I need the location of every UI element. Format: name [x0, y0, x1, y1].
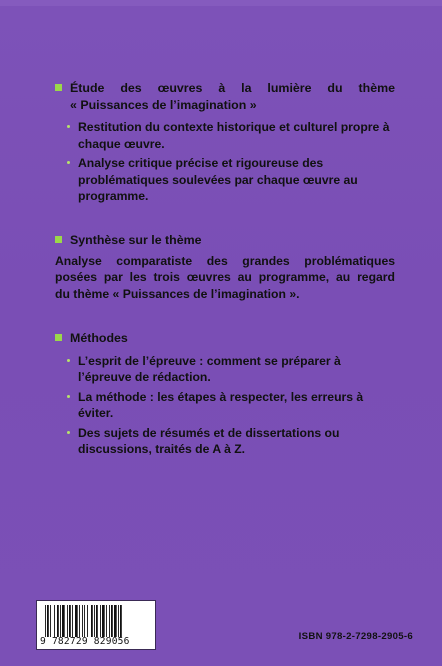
- barcode-bar: [50, 605, 51, 637]
- barcode-bar: [118, 605, 119, 637]
- barcode-bar: [114, 605, 117, 637]
- section-synthese-heading-text: Synthèse sur le thème: [70, 233, 202, 247]
- barcode-bar: [87, 605, 88, 637]
- barcode-bar: [57, 605, 59, 637]
- bullet-dot-icon: [67, 359, 70, 362]
- barcode-bar: [91, 605, 93, 637]
- bullet-text: L’esprit de l’épreuve : comment se préparer à l’épreuve de rédaction.: [78, 353, 341, 384]
- barcode-bar: [102, 605, 105, 637]
- barcode-bar: [84, 605, 85, 637]
- section-synthese: [55, 232, 395, 302]
- list-item: [67, 155, 395, 205]
- barcode-bar: [120, 605, 122, 637]
- bullet-text: Restitution du contexte historique et culturel propre à chaque œuvre.: [78, 120, 390, 151]
- barcode-digits: 9 782729 829056: [40, 636, 130, 647]
- bullet-dot-icon: [67, 431, 70, 434]
- barcode-bar: [100, 605, 101, 637]
- barcode-bar: [82, 605, 83, 637]
- section-methodes-bullets: [67, 353, 395, 458]
- section-synthese-paragraph: [55, 253, 395, 303]
- list-item: [67, 353, 395, 386]
- barcode-bar: [67, 605, 68, 637]
- bullet-dot-icon: [67, 395, 70, 398]
- green-square-icon: [55, 84, 62, 91]
- barcode-bar: [94, 605, 95, 637]
- list-item: [67, 119, 395, 152]
- barcode-bar: [47, 605, 49, 637]
- barcode-bar: [79, 605, 80, 637]
- section-etude-heading: [55, 80, 395, 113]
- section-methodes-heading: [55, 330, 395, 347]
- barcode-bar: [75, 605, 78, 637]
- section-etude-heading-line2: « Puissances de l’imagination »: [70, 97, 257, 112]
- list-item: [67, 425, 395, 458]
- section-synthese-heading: [55, 232, 395, 249]
- bullet-dot-icon: [67, 125, 70, 128]
- section-methodes-heading-text: Méthodes: [70, 331, 128, 345]
- bullet-dot-icon: [67, 161, 70, 164]
- paragraph-line: Analyse comparatiste des grandes problématiques: [55, 253, 395, 268]
- barcode-bar: [45, 605, 46, 637]
- section-etude-bullets: [67, 119, 395, 205]
- paragraph-line: du thème « Puissances de l’imagination ».: [55, 286, 300, 301]
- section-methodes: [55, 330, 395, 461]
- bullet-text: Analyse critique précise et rigoureuse des problématiques soulevées par chaque œuvre au programme.: [78, 156, 358, 203]
- barcode-box: [36, 600, 156, 650]
- green-square-icon: [55, 236, 62, 243]
- barcode-icon: [45, 605, 149, 637]
- bullet-text: Des sujets de résumés et de dissertations ou discussions, traités de A à Z.: [78, 425, 340, 456]
- barcode-bar: [111, 605, 113, 637]
- section-etude-heading-line1: Étude des œuvres à la lumière du thème: [70, 81, 395, 95]
- barcode-bar: [62, 605, 65, 637]
- barcode-bar: [109, 605, 110, 637]
- barcode-bar: [106, 605, 107, 637]
- barcode-bar: [54, 605, 55, 637]
- green-square-icon: [55, 334, 62, 341]
- paragraph-line: posées par les trois œuvres au programme, au regard: [55, 270, 395, 284]
- section-etude: [55, 80, 395, 208]
- list-item: [67, 389, 395, 422]
- barcode-bar: [96, 605, 98, 637]
- isbn-number: ISBN 978-2-7298-2905-6: [298, 631, 413, 642]
- bullet-text: La méthode : les étapes à respecter, les erreurs à éviter.: [78, 389, 364, 420]
- barcode-bar: [72, 605, 73, 637]
- barcode-bar: [60, 605, 61, 637]
- barcode-bar: [69, 605, 71, 637]
